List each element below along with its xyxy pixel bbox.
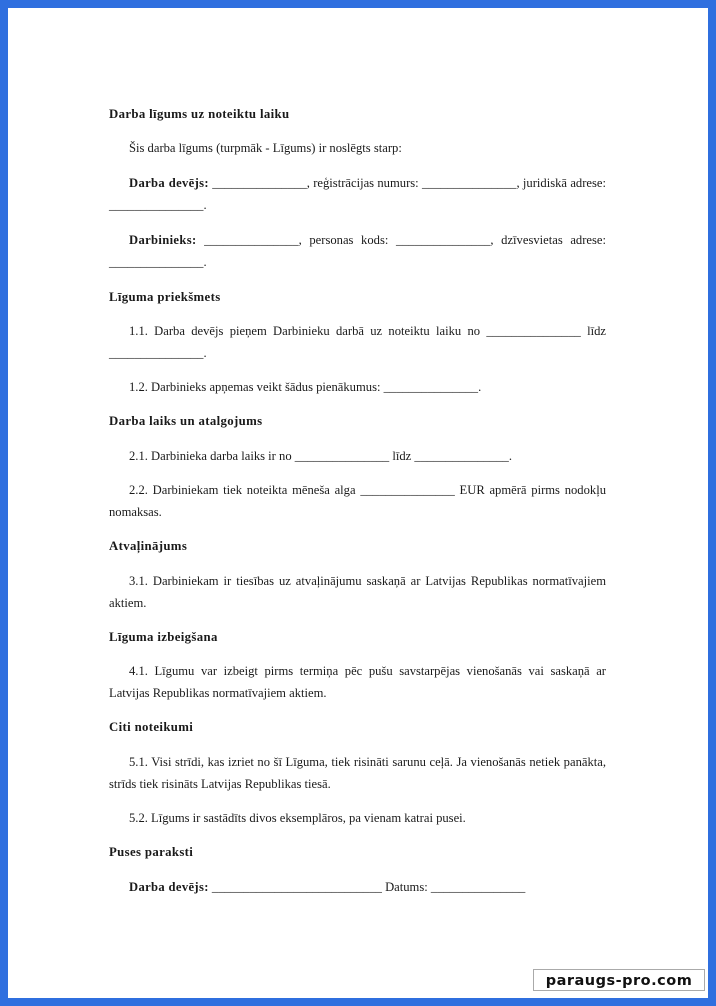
clause-2-2: 2.2. Darbiniekam tiek noteikta mēneša alga _______________ EUR apmērā pirms nodokļu nomaksas. (109, 483, 606, 519)
clause-1-1: 1.1. Darba devējs pieņem Darbinieku darbā uz noteiktu laiku no _______________ līdz _______________. (109, 324, 606, 360)
signature-line (109, 876, 606, 898)
section-heading: Puses paraksti (109, 845, 194, 859)
document-page (8, 8, 708, 998)
section-heading: Darba laiks un atalgojums (109, 414, 263, 428)
clause-4-1: 4.1. Līgumu var izbeigt pirms termiņa pēc pušu savstarpējas vienošanās vai saskaņā ar Latvijas Republikas normatīvajiem aktiem. (109, 664, 606, 700)
employee-details: _______________, personas kods: _______________, dzīvesvietas adrese: _______________. (109, 233, 606, 269)
clause-2-1: 2.1. Darbinieka darba laiks ir no _______________ līdz _______________. (129, 449, 513, 463)
section-heading: Līguma priekšmets (109, 290, 221, 304)
signature-fields: ___________________________ Datums: _______________ (211, 880, 526, 894)
employer-details: _______________, reģistrācijas numurs: _______________, juridiskā adrese: _______________. (109, 176, 606, 212)
watermark-link[interactable]: paraugs-pro.com (533, 969, 705, 991)
employee-label: Darbinieks: (129, 233, 197, 247)
signature-label: Darba devējs: (129, 880, 209, 894)
section-heading: Līguma izbeigšana (109, 630, 218, 644)
section-heading: Atvaļinājums (109, 539, 188, 553)
employer-label: Darba devējs: (129, 176, 209, 190)
clause-3-1: 3.1. Darbiniekam ir tiesības uz atvaļinājumu saskaņā ar Latvijas Republikas normatīvajiem aktiem. (109, 574, 606, 610)
clause-1-2: 1.2. Darbinieks apņemas veikt šādus pienākumus: _______________. (129, 380, 482, 394)
intro-paragraph: Šis darba līgums (turpmāk - Līgums) ir noslēgts starp: (129, 141, 402, 155)
section-heading: Citi noteikumi (109, 720, 194, 734)
employee-paragraph (109, 229, 606, 273)
clause-5-1: 5.1. Visi strīdi, kas izriet no šī Līguma, tiek risināti sarunu ceļā. Ja vienošanās netiek panākta, strīds tiek risināts Latvijas Republikas tiesā. (109, 755, 606, 791)
document-title: Darba līgums uz noteiktu laiku (109, 107, 290, 121)
employer-paragraph (109, 172, 606, 216)
clause-5-2: 5.2. Līgums ir sastādīts divos eksemplāros, pa vienam katrai pusei. (129, 811, 466, 825)
